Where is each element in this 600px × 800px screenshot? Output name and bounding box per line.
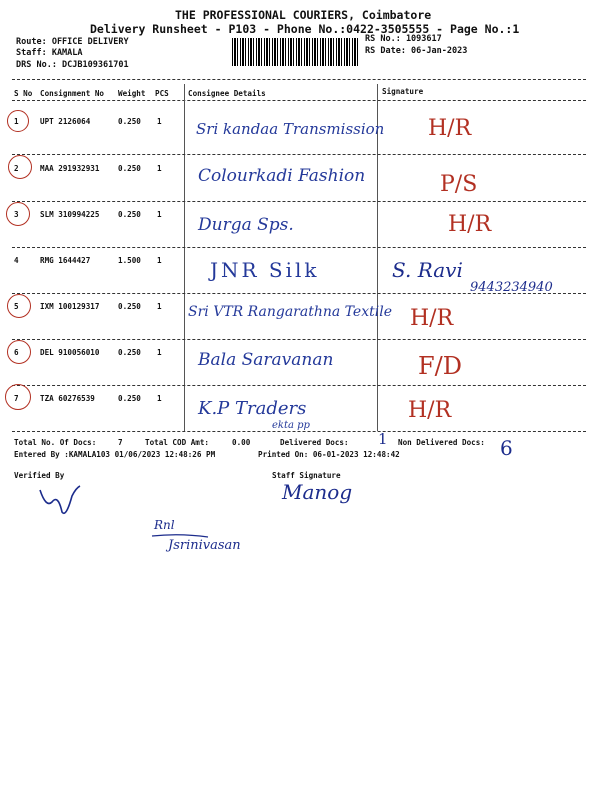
drs-number: DRS No.: DCJB109361701 [16, 60, 129, 70]
entered-by: Entered By :KAMALA103 01/06/2023 12:48:26 PM [14, 450, 216, 459]
non-delivered-docs-label: Non Delivered Docs: [398, 438, 485, 447]
row-signature-handwritten: H/R [448, 212, 492, 237]
row-sno: 7 [14, 394, 19, 403]
row-consignment: MAA 291932931 [40, 164, 100, 173]
staff-label: Staff: KAMALA [16, 48, 83, 58]
row-pcs: 1 [157, 394, 162, 403]
row-signature-handwritten: P/S [440, 172, 478, 197]
col-header-weight: Weight [118, 89, 146, 98]
row-pcs: 1 [157, 348, 162, 357]
row-weight: 0.250 [118, 117, 141, 126]
row-signature-handwritten: H/R [408, 398, 452, 423]
divider [12, 339, 586, 340]
company-title: THE PROFESSIONAL COURIERS, Coimbatore [175, 8, 432, 22]
delivered-docs-handwritten: 1 [378, 430, 388, 448]
row-consignment: SLM 310994225 [40, 210, 100, 219]
circle-mark [7, 340, 31, 364]
note-handwritten: Rnl [154, 518, 175, 532]
row-consignee-handwritten: Bala Saravanan [198, 350, 334, 370]
circle-mark [5, 384, 31, 410]
row-consignment: UPT 2126064 [40, 117, 91, 126]
rs-number: RS No.: 1093617 [365, 34, 442, 44]
circle-mark [7, 294, 31, 318]
row-signature-handwritten: H/R [410, 306, 454, 331]
row-sno: 6 [14, 348, 19, 357]
divider [12, 79, 586, 80]
row-sno: 4 [14, 256, 19, 265]
row-signature-handwritten: S. Ravi [392, 258, 463, 282]
divider [12, 201, 586, 202]
divider [12, 100, 586, 101]
non-delivered-docs-handwritten: 6 [500, 436, 513, 460]
total-docs-label: Total No. Of Docs: [14, 438, 97, 447]
circle-mark [7, 110, 29, 132]
circle-mark [8, 155, 32, 179]
row-pcs: 1 [157, 256, 162, 265]
row-phone-handwritten: 9443234940 [470, 280, 553, 295]
row-weight: 0.250 [118, 302, 141, 311]
barcode-image [232, 38, 360, 66]
col-header-consignee: Consignee Details [188, 89, 266, 98]
total-cod-label: Total COD Amt: [145, 438, 210, 447]
row-sno: 3 [14, 210, 19, 219]
row-consignment: DEL 910056010 [40, 348, 100, 357]
verified-signature-mark [36, 482, 86, 522]
divider [12, 247, 586, 248]
total-cod-value: 0.00 [232, 438, 251, 447]
row-consignee-handwritten: K.P Traders [198, 398, 307, 419]
staff-signature-label: Staff Signature [272, 471, 341, 480]
row-consignee-handwritten: JNR Silk [210, 258, 320, 282]
col-header-sno: S No [14, 89, 33, 98]
circle-mark [6, 202, 30, 226]
row-weight: 0.250 [118, 210, 141, 219]
divider [12, 385, 586, 386]
route-label: Route: OFFICE DELIVERY [16, 37, 129, 47]
row-sno: 1 [14, 117, 19, 126]
total-docs-value: 7 [118, 438, 123, 447]
verified-by-label: Verified By [14, 471, 65, 480]
printed-on: Printed On: 06-01-2023 12:48:42 [258, 450, 400, 459]
row-consignee-handwritten: Durga Sps. [198, 215, 294, 235]
divider [12, 293, 586, 294]
row-consignee-handwritten: Sri kandaa Transmission [196, 120, 385, 138]
row-weight: 1.500 [118, 256, 141, 265]
row-sno: 2 [14, 164, 19, 173]
row-weight: 0.250 [118, 394, 141, 403]
col-header-pcs: PCS [155, 89, 169, 98]
divider [12, 431, 586, 432]
row-signature-handwritten: H/R [428, 116, 472, 141]
note-handwritten: Jsrinivasan [168, 538, 241, 553]
row-signature-handwritten: F/D [418, 352, 462, 380]
row-extra-handwritten: ekta pp [272, 420, 310, 431]
row-sno: 5 [14, 302, 19, 311]
rs-date: RS Date: 06-Jan-2023 [365, 46, 468, 56]
delivered-docs-label: Delivered Docs: [280, 438, 349, 447]
staff-signature-handwritten: Manog [282, 480, 353, 504]
row-consignee-handwritten: Sri VTR Rangarathna Textile [188, 304, 392, 320]
col-header-consignment: Consignment No [40, 89, 105, 98]
divider [12, 154, 586, 155]
row-pcs: 1 [157, 164, 162, 173]
row-consignee-handwritten: Colourkadi Fashion [198, 166, 366, 186]
row-pcs: 1 [157, 117, 162, 126]
row-weight: 0.250 [118, 164, 141, 173]
column-rule [184, 84, 185, 431]
row-consignment: RMG 1644427 [40, 256, 91, 265]
runsheet-title: Delivery Runsheet - P103 - Phone No.:0422-3505555 - Page No.:1 [90, 22, 520, 36]
row-pcs: 1 [157, 302, 162, 311]
col-header-signature: Signature [382, 87, 424, 96]
row-pcs: 1 [157, 210, 162, 219]
row-consignment: IXM 100129317 [40, 302, 100, 311]
row-weight: 0.250 [118, 348, 141, 357]
row-consignment: TZA 60276539 [40, 394, 95, 403]
